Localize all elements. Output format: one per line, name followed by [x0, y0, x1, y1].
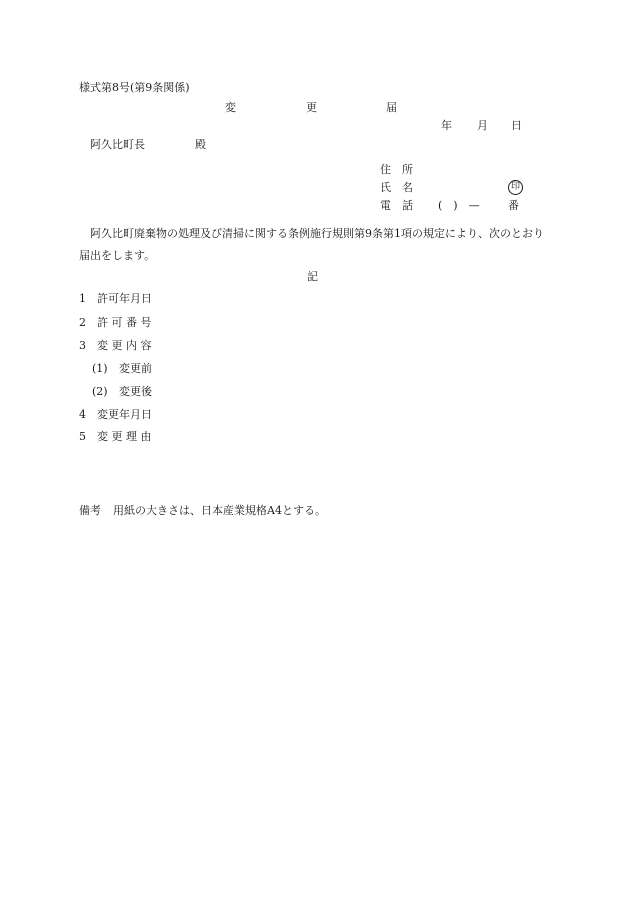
record-heading: 記 — [307, 270, 318, 283]
date-day: 日 — [511, 119, 522, 132]
date-year: 年 — [441, 119, 452, 132]
item-3-1-number: (1) — [92, 362, 108, 375]
item-1-label: 許可年月日 — [97, 292, 152, 305]
form-number: 様式第8号(第9条関係) — [79, 81, 190, 94]
item-5-label: 変 更 理 由 — [97, 430, 152, 443]
note-label: 備考 — [79, 504, 101, 517]
date-month: 月 — [477, 119, 488, 132]
title-char-2: 更 — [306, 101, 317, 114]
item-3-2-number: (2) — [92, 385, 108, 398]
item-5-number: 5 — [79, 430, 86, 443]
title-char-1: 変 — [225, 101, 236, 114]
item-3-2-label: 変更後 — [119, 385, 152, 398]
name-label: 氏 名 — [380, 181, 413, 194]
item-1-number: 1 — [79, 292, 86, 305]
item-4-label: 変更年月日 — [97, 408, 152, 421]
address-label: 住 所 — [380, 163, 413, 176]
item-3-1-label: 変更前 — [119, 362, 152, 375]
addressee-name: 阿久比町長 — [90, 138, 145, 151]
item-4-number: 4 — [79, 408, 86, 421]
item-2-number: 2 — [79, 316, 86, 329]
note-text: 用紙の大きさは、日本産業規格A4とする。 — [113, 504, 326, 517]
title-char-3: 届 — [386, 101, 397, 114]
body-paragraph — [79, 223, 551, 267]
item-2-label: 許 可 番 号 — [97, 316, 152, 329]
body-text: 阿久比町廃棄物の処理及び清掃に関する条例施行規則第9条第1項の規定により、次のとおり届出をします。 — [79, 227, 544, 262]
item-3-number: 3 — [79, 339, 86, 352]
addressee-honorific: 殿 — [195, 138, 206, 151]
seal-mark: 印 — [508, 180, 523, 195]
phone-label: 電 話 — [380, 199, 413, 212]
phone-format: ( ) — — [438, 199, 480, 212]
phone-suffix: 番 — [508, 199, 519, 212]
item-3-label: 変 更 内 容 — [97, 339, 152, 352]
